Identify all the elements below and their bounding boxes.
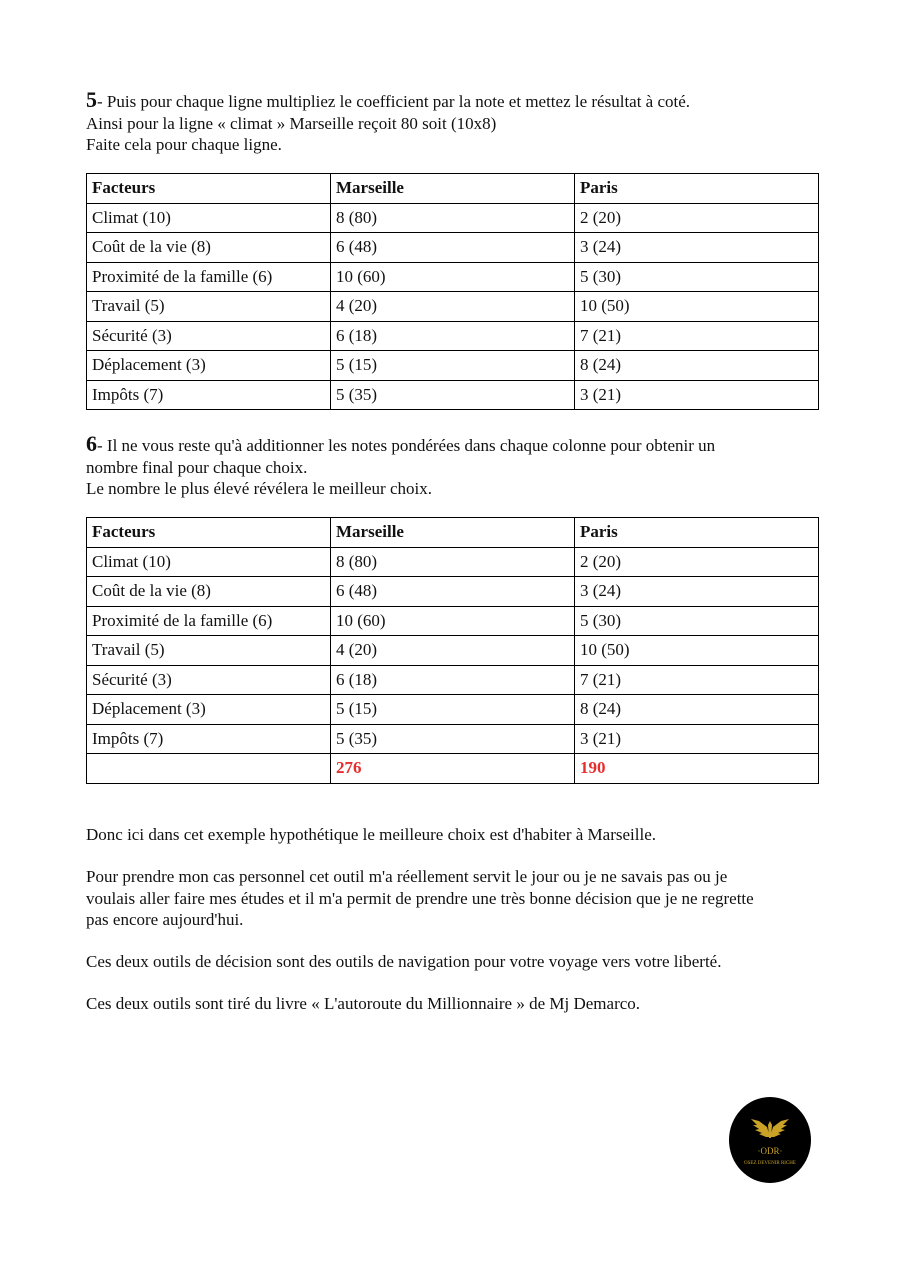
table-row xyxy=(87,380,819,410)
table-row xyxy=(87,203,819,233)
section-6-line-2: nombre final pour chaque choix. xyxy=(86,457,308,477)
table-cell: Sécurité (3) xyxy=(87,665,331,695)
table-cell: Paris xyxy=(575,174,819,204)
section-6-line-1: 6- Il ne vous reste qu'à additionner les notes pondérées dans chaque colonne pour obtenir un xyxy=(86,431,716,456)
table-cell: 4 (20) xyxy=(331,292,575,322)
table-cell: Travail (5) xyxy=(87,292,331,322)
table-cell: Coût de la vie (8) xyxy=(87,233,331,263)
table-header-row xyxy=(87,518,819,548)
table-row xyxy=(87,665,819,695)
conclusion-paragraph-4: Ces deux outils sont tiré du livre « L'autoroute du Millionnaire » de Mj Demarco. xyxy=(86,994,641,1013)
table-cell: 7 (21) xyxy=(575,665,819,695)
table-cell: Proximité de la famille (6) xyxy=(87,262,331,292)
table-cell: Déplacement (3) xyxy=(87,351,331,381)
table-cell: 5 (30) xyxy=(575,606,819,636)
table-cell: 6 (48) xyxy=(331,233,575,263)
table-cell: 276 xyxy=(331,754,575,784)
table-row xyxy=(87,695,819,725)
table-cell: 10 (60) xyxy=(331,606,575,636)
table-cell: 5 (35) xyxy=(331,724,575,754)
table-cell: Climat (10) xyxy=(87,547,331,577)
table-cell: 2 (20) xyxy=(575,203,819,233)
table-cell: 3 (24) xyxy=(575,233,819,263)
table-cell: 5 (15) xyxy=(331,351,575,381)
table-row xyxy=(87,724,819,754)
table-cell: Facteurs xyxy=(87,174,331,204)
table-row xyxy=(87,351,819,381)
conclusion-paragraph-2-line-3: pas encore aujourd'hui. xyxy=(86,910,244,929)
table-cell: 4 (20) xyxy=(331,636,575,666)
table-cell: 5 (30) xyxy=(575,262,819,292)
totals-table xyxy=(86,517,819,784)
eagle-icon xyxy=(729,1097,811,1183)
conclusion-paragraph-2 xyxy=(86,866,826,931)
odr-logo xyxy=(729,1097,811,1183)
logo-tagline: OSEZ DEVENIR RICHE xyxy=(744,1161,796,1166)
logo-abbreviation: ·ODR· xyxy=(757,1146,783,1156)
table-cell: 8 (24) xyxy=(575,695,819,725)
table-cell: Impôts (7) xyxy=(87,380,331,410)
step-number-5: 5 xyxy=(86,87,97,112)
section-5-intro xyxy=(86,89,826,156)
weighted-scores-table xyxy=(86,173,819,410)
table-cell: Marseille xyxy=(331,518,575,548)
table-cell: Facteurs xyxy=(87,518,331,548)
section-5-line-1: 5- Puis pour chaque ligne multipliez le coefficient par la note et mettez le résultat à coté. xyxy=(86,87,691,112)
table-cell: 6 (18) xyxy=(331,665,575,695)
table-cell: 3 (21) xyxy=(575,724,819,754)
table-cell: 3 (24) xyxy=(575,577,819,607)
conclusion-paragraph-3: Ces deux outils de décision sont des outils de navigation pour votre voyage vers votre liberté. xyxy=(86,952,722,971)
table-cell: Coût de la vie (8) xyxy=(87,577,331,607)
table-row xyxy=(87,233,819,263)
table-cell: Impôts (7) xyxy=(87,724,331,754)
table-cell: 10 (50) xyxy=(575,636,819,666)
step-number-6: 6 xyxy=(86,431,97,456)
table-cell: Déplacement (3) xyxy=(87,695,331,725)
table-cell: Travail (5) xyxy=(87,636,331,666)
table-cell: 3 (21) xyxy=(575,380,819,410)
table-cell: 10 (50) xyxy=(575,292,819,322)
table-row xyxy=(87,547,819,577)
table-cell: 6 (48) xyxy=(331,577,575,607)
table-cell: Sécurité (3) xyxy=(87,321,331,351)
table-row xyxy=(87,292,819,322)
section-6-line-3: Le nombre le plus élevé révélera le meilleur choix. xyxy=(86,479,432,498)
conclusion-paragraph-2-line-2: voulais aller faire mes études et il m'a permit de prendre une très bonne décision que je ne regrette xyxy=(86,888,754,908)
table-cell: 5 (15) xyxy=(331,695,575,725)
section-5-line-3: Faite cela pour chaque ligne. xyxy=(86,135,282,154)
table-row xyxy=(87,636,819,666)
table-row xyxy=(87,262,819,292)
table-cell: 190 xyxy=(575,754,819,784)
table-row xyxy=(87,321,819,351)
table-header-row xyxy=(87,174,819,204)
table-cell: 7 (21) xyxy=(575,321,819,351)
table-row xyxy=(87,606,819,636)
table-cell: 5 (35) xyxy=(331,380,575,410)
conclusion-paragraph-1: Donc ici dans cet exemple hypothétique le meilleure choix est d'habiter à Marseille. xyxy=(86,825,656,844)
conclusion-paragraph-2-line-1: Pour prendre mon cas personnel cet outil m'a réellement servit le jour ou je ne savais pas ou je xyxy=(86,867,728,886)
table-cell: 2 (20) xyxy=(575,547,819,577)
table-cell: 10 (60) xyxy=(331,262,575,292)
table-cell: 8 (24) xyxy=(575,351,819,381)
section-6-intro xyxy=(86,433,826,500)
table-cell xyxy=(87,754,331,784)
section-5-line-2: Ainsi pour la ligne « climat » Marseille reçoit 80 soit (10x8) xyxy=(86,113,497,133)
table-cell: Marseille xyxy=(331,174,575,204)
table-cell: 8 (80) xyxy=(331,203,575,233)
table-cell: 6 (18) xyxy=(331,321,575,351)
table-cell: Paris xyxy=(575,518,819,548)
totals-row xyxy=(87,754,819,784)
table-cell: Climat (10) xyxy=(87,203,331,233)
table-cell: Proximité de la famille (6) xyxy=(87,606,331,636)
table-row xyxy=(87,577,819,607)
table-cell: 8 (80) xyxy=(331,547,575,577)
